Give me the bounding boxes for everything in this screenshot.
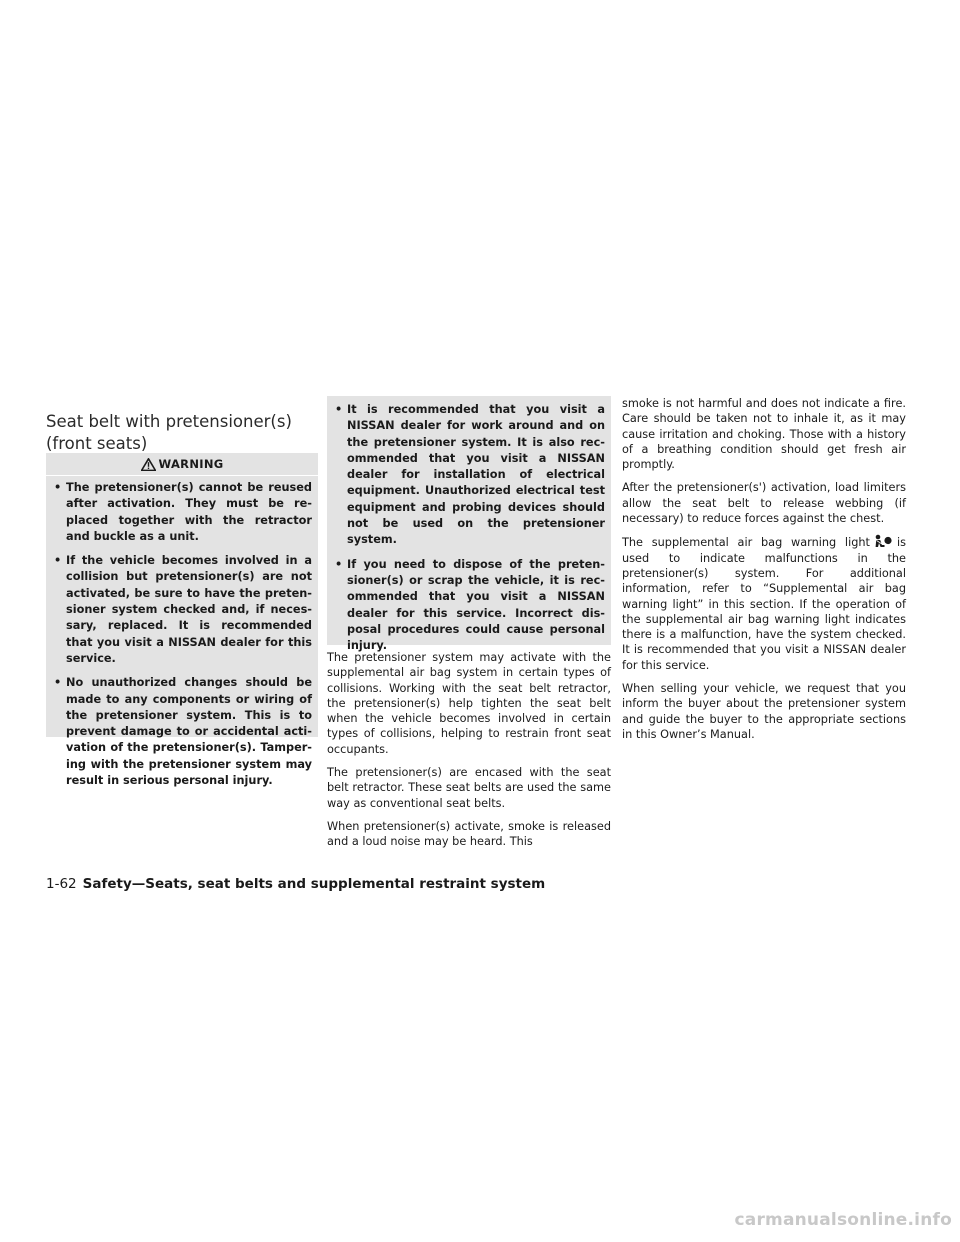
warning-title-text: WARNING — [158, 457, 224, 471]
warning-item-text: If the vehicle becomes involved in a collision but pretensioner(s) are not activated, be sure to have the pretensioner system checked and, if necessary, replaced. It is recommended that you visit a NISSAN dealer for this service. — [66, 554, 312, 665]
paragraph-text: is used to indicate malfunctions in the pretensioner(s) system. For additional information, refer to “Supplemental air bag warning light” in this section. If the operation of the supplemental air bag warning light indicates there is a malfunction, have the system checked. It is recommended that you visit a NISSAN dealer for this service. — [622, 536, 906, 672]
body-paragraph: smoke is not harmful and does not indicate a fire. Care should be taken not to inhale it, as it may cause irritation and choking. Those with a history of a breathing condition should get fresh air promptly. — [622, 397, 906, 472]
warning-list-left — [46, 480, 318, 789]
warning-item — [54, 675, 312, 789]
page-footer — [46, 876, 545, 892]
body-paragraph: When pretensioner(s) activate, smoke is released and a loud noise may be heard. This — [327, 819, 611, 849]
watermark: carmanualsonline.info — [734, 1210, 952, 1230]
warning-item — [335, 557, 605, 655]
warning-item-text: No unauthorized changes should be made to any components or wiring of the pretensioner system. This is to prevent damage to or accidental activation of the pretensioner(s). Tampering with the pretensioner system may result in serious personal injury. — [66, 676, 312, 788]
warning-item-text: It is recommended that you visit a NISSAN dealer for work around and on the pretensioner system. It is also recommended that you visit a NISSAN dealer for installation of electrical equipment. Unauthorized electrical test equipment and probing devices should not be used on the pretensioner system. — [347, 403, 605, 547]
bullet: • — [54, 554, 62, 568]
warning-item-text: If you need to dispose of the pretensioner(s) or scrap the vehicle, it is recommended that you visit a NISSAN dealer for this service. Incorrect disposal procedures could cause personal injury. — [347, 557, 605, 653]
body-paragraph: The pretensioner(s) are encased with the seat belt retractor. These seat belts are used the same way as conventional seat belts. — [327, 766, 611, 810]
body-paragraph-airbag-light — [622, 534, 906, 673]
bullet: • — [335, 403, 343, 416]
bullet: • — [54, 481, 62, 494]
warning-triangle-icon — [141, 458, 156, 471]
body-paragraph: The pretensioner system may activate with the supplemental air bag system in certain types of collisions. Working with the seat belt retractor, the pretensioner(s) help tighten the seat belt when the vehicle becomes involved in certain types of collisions, helping to restrain front seat occupants. — [327, 651, 611, 756]
warning-box-left — [46, 453, 318, 788]
warning-item — [54, 480, 312, 545]
airbag-warning-light-icon — [873, 534, 893, 548]
warning-item — [335, 402, 605, 549]
section-heading-line1: Seat belt with pretensioner(s) — [46, 411, 292, 431]
section-heading-line2: (front seats) — [46, 433, 148, 453]
body-paragraph: When selling your vehicle, we request that you inform the buyer about the pretensioner system and guide the buyer to the appropriate sections in this Owner’s Manual. — [622, 682, 906, 741]
body-paragraph: After the pretensioner(s') activation, load limiters allow the seat belt to release webbing (if necessary) to reduce forces against the chest. — [622, 481, 906, 526]
warning-item-text: The pretensioner(s) cannot be reused after activation. They must be replaced together with the retractor and buckle as a unit. — [66, 481, 312, 543]
warning-box-right — [327, 396, 611, 653]
bullet: • — [335, 557, 343, 571]
bullet: • — [54, 676, 62, 690]
page-number: 1-62 — [46, 876, 77, 892]
warning-list-right — [327, 396, 611, 654]
warning-item — [54, 553, 312, 667]
paragraph-text: The supplemental air bag warning light — [622, 536, 870, 550]
footer-section-title: Safety—Seats, seat belts and supplemental restraint system — [82, 876, 546, 892]
warning-title — [46, 453, 318, 476]
section-heading — [46, 411, 318, 455]
